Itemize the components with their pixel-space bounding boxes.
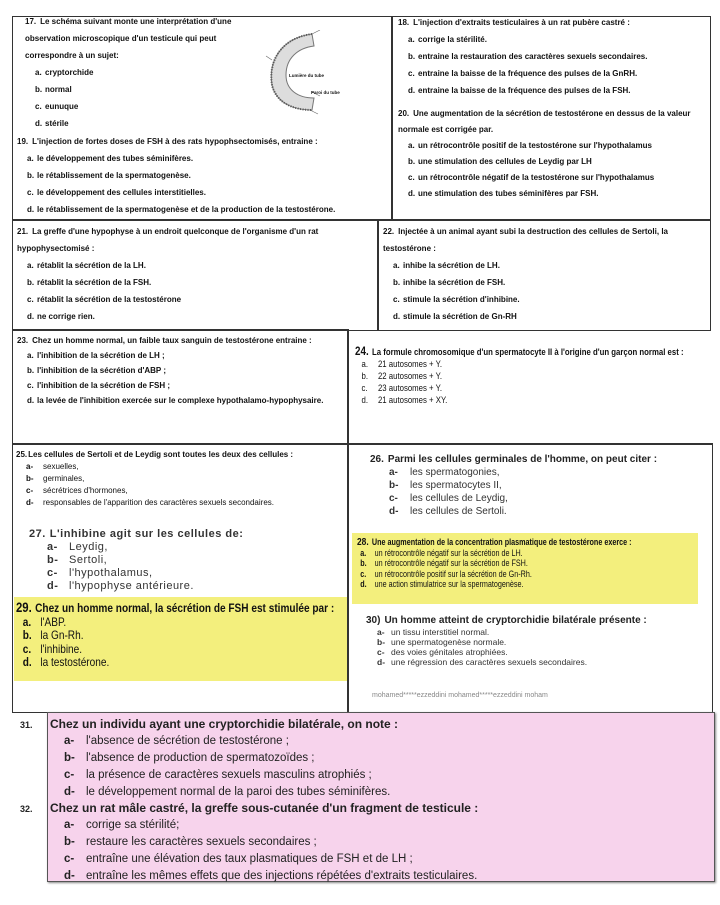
- answer-option-b[interactable]: [357, 558, 709, 569]
- answer-option-a[interactable]: [398, 31, 708, 48]
- option-letter: a.: [393, 261, 400, 270]
- option-text: responsables de l'apparition des caractères sexuels secondaires.: [43, 498, 274, 507]
- option-text: les cellules de Sertoli.: [410, 506, 507, 517]
- option-letter: a-: [47, 541, 58, 553]
- question-number: 24.: [355, 344, 369, 358]
- question-text: Chez un homme normal, un faible taux sanguin de testostérone entraine :: [32, 336, 312, 345]
- answer-option-a[interactable]: [50, 817, 710, 834]
- answer-option-b[interactable]: [398, 154, 708, 170]
- option-text: cryptorchide: [45, 68, 94, 77]
- option-text: eunuque: [45, 102, 79, 111]
- option-text: l'inhibition de la sécrétion d'ABP ;: [37, 366, 167, 375]
- question-32: [20, 800, 710, 885]
- answer-option-d[interactable]: [398, 186, 708, 202]
- option-letter: a-: [64, 819, 75, 831]
- question-29: [16, 601, 360, 670]
- answer-option-a[interactable]: [29, 541, 329, 554]
- answer-option-b[interactable]: [383, 274, 708, 291]
- option-text: normal: [45, 85, 72, 94]
- answer-option-b[interactable]: [17, 274, 362, 291]
- watermark: mohamed*****ezzeddini mohamed*****ezzeddini moham: [372, 692, 548, 699]
- answer-option-c[interactable]: [355, 383, 716, 395]
- option-letter: b.: [27, 366, 35, 375]
- option-letter: c.: [27, 381, 34, 390]
- question-30: [366, 615, 706, 667]
- answer-option-c[interactable]: [398, 65, 708, 82]
- option-letter: d.: [27, 312, 35, 321]
- answer-option-c[interactable]: [398, 170, 708, 186]
- option-text: 21 autosomes + XY.: [377, 395, 448, 406]
- question-stem: [383, 223, 708, 257]
- option-letter: d.: [408, 86, 416, 95]
- answer-option-c[interactable]: [16, 643, 360, 657]
- option-letter: a.: [360, 547, 367, 558]
- answer-option-d[interactable]: [357, 579, 709, 590]
- option-text: sécrétrices d'hormones,: [43, 486, 128, 495]
- option-letter: c.: [408, 69, 415, 78]
- question-number: 17.: [25, 17, 37, 26]
- option-text: corrige sa stérilité;: [86, 819, 180, 831]
- option-letter: c.: [360, 568, 367, 579]
- question-number: 20.: [398, 109, 410, 118]
- answer-option-b[interactable]: [355, 371, 716, 383]
- answer-option-a[interactable]: [383, 257, 708, 274]
- option-letter: d.: [393, 312, 401, 321]
- option-letter: a-: [26, 462, 34, 471]
- option-letter: d.: [22, 655, 32, 669]
- option-letter: b-: [47, 554, 59, 566]
- answer-option-c[interactable]: [29, 567, 329, 580]
- option-letter: c-: [377, 647, 385, 657]
- question-stem: [17, 333, 345, 348]
- option-text: Sertoli,: [69, 554, 108, 566]
- question-text: L'inhibine agit sur les cellules de:: [49, 528, 244, 540]
- answer-option-b[interactable]: [50, 834, 710, 851]
- option-text: le développement des tubes séminifères.: [37, 154, 194, 163]
- answer-option-c[interactable]: [17, 291, 362, 308]
- option-letter: d.: [35, 119, 43, 128]
- answer-option-a[interactable]: [357, 548, 709, 559]
- answer-option-b[interactable]: [370, 479, 710, 492]
- question-text: Chez un individu ayant une cryptorchidie bilatérale, on note :: [50, 717, 399, 731]
- option-text: le développement normal de la paroi des tubes séminifères.: [86, 786, 391, 798]
- diagram-label-wall: Paroi du tube: [311, 90, 340, 95]
- option-text: la Gn-Rh.: [40, 628, 84, 642]
- option-text: inhibe la sécrétion de LH.: [403, 261, 500, 270]
- option-text: l'inhibine.: [40, 641, 83, 656]
- answer-option-c[interactable]: [383, 291, 708, 308]
- question-stem: [17, 223, 362, 257]
- answer-option-c[interactable]: [16, 485, 346, 497]
- answer-option-b[interactable]: [366, 637, 706, 647]
- question-26: [370, 453, 710, 518]
- option-text: 22 autosomes + Y.: [377, 371, 442, 382]
- option-text: stimule la sécrétion de Gn-RH: [403, 312, 517, 321]
- option-letter: c.: [408, 173, 415, 182]
- option-text: le développement des cellules interstitielles.: [37, 188, 206, 197]
- question-22: [383, 223, 708, 325]
- answer-option-c[interactable]: [50, 851, 710, 868]
- option-letter: a.: [361, 359, 369, 370]
- option-text: l'absence de sécrétion de testostérone ;: [86, 735, 289, 747]
- question-text: Chez un homme normal, la sécrétion de FSH est stimulée par :: [35, 601, 335, 615]
- question-stem: [16, 449, 346, 461]
- question-stem: [20, 716, 710, 733]
- option-letter: c.: [361, 383, 368, 394]
- question-31: [20, 716, 710, 801]
- option-text: restaure les caractères sexuels secondaires ;: [86, 836, 317, 848]
- option-letter: c-: [64, 769, 75, 781]
- option-text: 21 autosomes + Y.: [377, 359, 442, 370]
- option-letter: d-: [47, 580, 59, 592]
- option-text: un rétrocontrôle négatif de la testostérone sur l'hypothalamus: [418, 173, 655, 182]
- option-text: corrige la stérilité.: [418, 35, 487, 44]
- answer-option-b[interactable]: [25, 81, 265, 98]
- option-text: un rétrocontrôle positif sur la sécrétion de Gn-Rh.: [374, 568, 532, 579]
- option-letter: d.: [360, 579, 367, 589]
- answer-option-a[interactable]: [50, 733, 710, 750]
- question-text: La formule chromosomique d'un spermatocyte II à l'origine d'un garçon normal est :: [371, 347, 684, 358]
- answer-option-a[interactable]: [17, 348, 345, 363]
- option-letter: a-: [377, 627, 385, 637]
- option-letter: a.: [408, 35, 415, 44]
- answer-option-c[interactable]: [17, 378, 345, 393]
- answer-option-d[interactable]: [17, 201, 387, 218]
- question-20: [398, 106, 708, 202]
- option-text: un tissu interstitiel normal.: [391, 627, 490, 637]
- question-25: [16, 449, 346, 509]
- option-letter: c-: [47, 567, 58, 579]
- question-number: 30): [366, 615, 381, 626]
- option-text: inhibe la sécrétion de FSH.: [403, 278, 506, 287]
- question-23: [17, 333, 345, 408]
- answer-option-d[interactable]: [16, 656, 360, 670]
- option-letter: a-: [64, 735, 75, 747]
- option-text: une spermatogenèse normale.: [391, 637, 507, 647]
- option-letter: c.: [393, 295, 400, 304]
- answer-option-a[interactable]: [17, 150, 387, 167]
- option-letter: c-: [389, 493, 398, 504]
- question-number: 23.: [17, 336, 29, 345]
- option-letter: b.: [408, 157, 416, 166]
- answer-option-d[interactable]: [366, 657, 706, 667]
- question-21: [17, 223, 362, 325]
- answer-option-b[interactable]: [16, 629, 360, 643]
- option-letter: a.: [27, 351, 34, 360]
- answer-option-d[interactable]: [17, 393, 345, 408]
- option-text: entraine la restauration des caractères sexuels secondaires.: [418, 52, 648, 61]
- option-text: une action stimulatrice sur la spermatogenèse.: [374, 579, 524, 589]
- question-text: Le schéma suivant monte une interprétation d'une observation microscopique d'un testicule qui peut correspondre à un sujet:: [25, 17, 232, 60]
- option-text: la testostérone.: [40, 655, 110, 669]
- question-number: 31.: [20, 720, 33, 730]
- option-text: rétablit la sécrétion de la LH.: [37, 261, 146, 270]
- option-text: entraine la baisse de la fréquence des pulses de la GnRH.: [418, 69, 638, 78]
- option-letter: d.: [361, 395, 369, 406]
- answer-option-b[interactable]: [29, 554, 329, 567]
- question-text: La greffe d'une hypophyse à un endroit quelconque de l'organisme d'un rat hypophysectomisé :: [17, 227, 319, 253]
- option-text: des voies génitales atrophiées.: [391, 647, 508, 657]
- option-text: le rétablissement de la spermatogenèse.: [37, 171, 191, 180]
- diagram-label-lumen: Lumière du tube: [289, 73, 325, 78]
- answer-option-d[interactable]: [398, 82, 708, 99]
- option-text: germinales,: [43, 474, 85, 483]
- option-letter: b-: [377, 637, 386, 647]
- question-number: 29.: [16, 600, 32, 615]
- option-letter: b.: [393, 278, 401, 287]
- option-letter: c.: [27, 188, 34, 197]
- answer-option-b[interactable]: [16, 473, 346, 485]
- question-text: Injectée à un animal ayant subi la destruction des cellules de Sertoli, la testostérone :: [383, 227, 668, 253]
- answer-option-d[interactable]: [50, 784, 710, 801]
- question-24: [355, 345, 716, 407]
- question-stem: [16, 601, 360, 616]
- question-number: 32.: [20, 804, 33, 814]
- question-17: [25, 13, 265, 132]
- question-number: 22.: [383, 227, 395, 236]
- answer-option-b[interactable]: [50, 750, 710, 767]
- option-text: les spermatogonies,: [410, 467, 500, 478]
- option-letter: b.: [361, 371, 369, 382]
- option-text: un rétrocontrôle négatif sur la sécrétion de LH.: [374, 547, 523, 558]
- option-text: stimule la sécrétion d'inhibine.: [403, 295, 520, 304]
- answer-option-c[interactable]: [50, 767, 710, 784]
- answer-option-d[interactable]: [50, 868, 710, 885]
- question-number: 26.: [370, 454, 384, 465]
- option-text: une régression des caractères sexuels secondaires.: [391, 657, 588, 667]
- question-28: [357, 537, 709, 590]
- question-text: L'injection de fortes doses de FSH à des rats hypophsectomisés, entraine :: [32, 137, 318, 146]
- question-number: 21.: [17, 227, 29, 236]
- option-text: Leydig,: [69, 541, 108, 553]
- answer-option-d[interactable]: [17, 308, 362, 325]
- option-text: l'inhibition de la sécrétion de LH ;: [37, 351, 165, 360]
- answer-option-c[interactable]: [17, 184, 387, 201]
- option-text: rétablit la sécrétion de la testostérone: [37, 295, 182, 304]
- option-text: l'ABP.: [40, 614, 67, 629]
- option-text: entraine la baisse de la fréquence des pulses de la FSH.: [418, 86, 631, 95]
- option-letter: d-: [377, 657, 386, 667]
- option-letter: c.: [22, 641, 32, 656]
- answer-option-c[interactable]: [25, 98, 265, 115]
- option-letter: c-: [26, 486, 34, 495]
- option-text: la levée de l'inhibition exercée sur le complexe hypothalamo-hypophysaire.: [37, 396, 324, 405]
- option-letter: d.: [408, 189, 416, 198]
- question-stem: [20, 800, 710, 817]
- answer-option-d[interactable]: [383, 308, 708, 325]
- option-text: l'absence de production de spermatozoïdes ;: [86, 752, 315, 764]
- option-letter: b.: [22, 628, 32, 642]
- question-stem: [366, 615, 706, 627]
- option-letter: d.: [27, 396, 35, 405]
- option-text: les cellules de Leydig,: [410, 493, 508, 504]
- option-letter: b-: [64, 836, 75, 848]
- option-letter: b-: [26, 474, 34, 483]
- answer-option-a[interactable]: [25, 64, 265, 81]
- option-letter: c.: [35, 102, 42, 111]
- question-text: Un homme atteint de cryptorchidie bilatérale présente :: [384, 615, 647, 626]
- option-text: le rétablissement de la spermatogenèse et de la production de la testostérone.: [37, 205, 336, 214]
- option-text: 23 autosomes + Y.: [377, 383, 442, 394]
- option-letter: a.: [22, 614, 32, 629]
- option-text: l'hypophyse antérieure.: [69, 580, 194, 592]
- option-letter: d-: [64, 786, 75, 798]
- question-stem: [370, 453, 710, 466]
- option-letter: b.: [408, 52, 416, 61]
- answer-option-a[interactable]: [366, 627, 706, 637]
- question-stem: [17, 133, 387, 150]
- option-letter: b.: [27, 171, 35, 180]
- answer-option-c[interactable]: [357, 569, 709, 580]
- question-number: 27.: [29, 528, 46, 540]
- answer-option-d[interactable]: [29, 580, 329, 593]
- answer-option-c[interactable]: [370, 492, 710, 505]
- answer-option-a[interactable]: [16, 461, 346, 473]
- question-text: Les cellules de Sertoli et de Leydig sont toutes les deux des cellules :: [28, 450, 294, 459]
- option-letter: d-: [64, 870, 75, 882]
- question-text: L'injection d'extraits testiculaires à un rat pubère castré :: [413, 18, 630, 27]
- question-27: [29, 528, 329, 593]
- question-stem: [398, 106, 708, 138]
- option-text: l'inhibition de la sécrétion de FSH ;: [37, 381, 171, 390]
- option-letter: c.: [27, 295, 34, 304]
- answer-option-b[interactable]: [398, 48, 708, 65]
- option-text: ne corrige rien.: [37, 312, 95, 321]
- option-letter: a.: [35, 68, 42, 77]
- option-letter: a-: [389, 467, 398, 478]
- question-text: Une augmentation de la sécrétion de testostérone en dessus de la valeur normale est corrigée par.: [398, 109, 691, 134]
- option-text: une stimulation des tubes séminifères par FSH.: [418, 189, 599, 198]
- question-text: Chez un rat mâle castré, la greffe sous-cutanée d'un fragment de testicule :: [50, 801, 479, 815]
- option-letter: b-: [389, 480, 399, 491]
- answer-option-b[interactable]: [17, 167, 387, 184]
- option-text: entraîne une élévation des taux plasmatiques de FSH et de LH ;: [86, 853, 413, 865]
- option-letter: a.: [27, 154, 34, 163]
- option-text: sexuelles,: [43, 462, 79, 471]
- option-text: les spermatocytes II,: [410, 480, 502, 491]
- option-letter: b-: [64, 752, 75, 764]
- answer-option-a[interactable]: [355, 359, 716, 371]
- option-letter: d-: [389, 506, 399, 517]
- answer-option-c[interactable]: [366, 647, 706, 657]
- option-letter: b.: [35, 85, 43, 94]
- answer-option-a[interactable]: [17, 257, 362, 274]
- question-19: [17, 133, 387, 218]
- option-letter: b.: [27, 278, 35, 287]
- option-text: l'hypothalamus,: [69, 567, 153, 579]
- option-text: entraîne les mêmes effets que des injections répétées d'extraits testiculaires.: [86, 870, 478, 882]
- option-letter: d-: [26, 498, 34, 507]
- answer-option-a[interactable]: [370, 466, 710, 479]
- answer-option-d[interactable]: [355, 395, 716, 407]
- question-stem: [25, 13, 265, 64]
- option-letter: b.: [360, 558, 367, 568]
- question-stem: [355, 345, 716, 359]
- question-18: [398, 14, 708, 99]
- question-text: Une augmentation de la concentration plasmatique de testostérone exerce :: [371, 537, 632, 547]
- answer-option-d[interactable]: [16, 497, 346, 509]
- answer-option-d[interactable]: [370, 505, 710, 518]
- option-letter: a.: [408, 141, 415, 150]
- option-text: stérile: [45, 119, 69, 128]
- question-text: Parmi les cellules germinales de l'homme, on peut citer :: [387, 454, 658, 465]
- answer-option-d[interactable]: [25, 115, 265, 132]
- question-stem: [357, 537, 709, 548]
- answer-option-a[interactable]: [16, 616, 360, 630]
- question-number: 19.: [17, 137, 29, 146]
- option-text: une stimulation des cellules de Leydig par LH: [418, 157, 592, 166]
- option-text: rétablit la sécrétion de la FSH.: [37, 278, 152, 287]
- answer-option-a[interactable]: [398, 138, 708, 154]
- question-stem: [29, 528, 329, 541]
- question-number: 18.: [398, 18, 410, 27]
- option-text: la présence de caractères sexuels masculins atrophiés ;: [86, 769, 372, 781]
- question-number: 25.: [16, 450, 28, 459]
- option-letter: d.: [27, 205, 35, 214]
- option-text: un rétrocontrôle positif de la testostérone sur l'hypothalamus: [418, 141, 652, 150]
- option-letter: a.: [27, 261, 34, 270]
- option-letter: c-: [64, 853, 75, 865]
- question-stem: [398, 14, 708, 31]
- answer-option-b[interactable]: [17, 363, 345, 378]
- question-number: 28.: [357, 536, 369, 548]
- option-text: un rétrocontrôle négatif sur la sécrétion de FSH.: [374, 558, 528, 568]
